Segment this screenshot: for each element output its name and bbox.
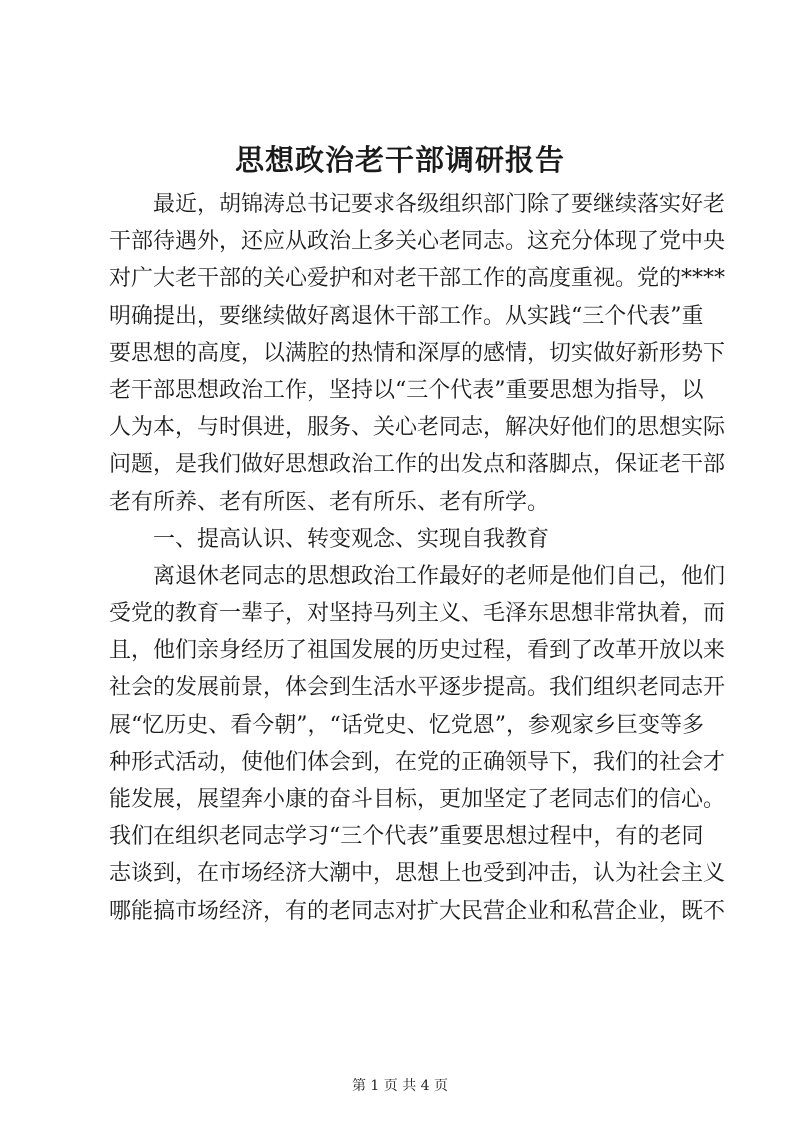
text-line: 干部待遇外，还应从政治上多关心老同志。这充分体现了党中央 bbox=[109, 229, 726, 255]
page-title: 思想政治老干部调研报告 bbox=[234, 143, 565, 177]
text-line: 展“忆历史、看今朝”，“话党史、忆党恩”，参观家乡巨变等多 bbox=[109, 712, 704, 738]
text-line: 能发展，展望奔小康的奋斗目标，更加坚定了老同志们的信心。 bbox=[109, 787, 726, 812]
text-line: 对广大老干部的关心爱护和对老干部工作的高度重视。党的**** bbox=[109, 266, 726, 292]
text-line: 离退休老同志的思想政治工作最好的老师是他们自己，他们 bbox=[153, 563, 726, 589]
text-line: 人为本，与时俱进，服务、关心老同志，解决好他们的思想实际 bbox=[109, 415, 726, 441]
text-line: 受党的教育一辈子，对坚持马列主义、毛泽东思想非常执着，而 bbox=[109, 601, 726, 627]
text-line: 我们在组织老同志学习“三个代表”重要思想过程中，有的老同 bbox=[109, 824, 704, 850]
text-line: 最近，胡锦涛总书记要求各级组织部门除了要继续落实好老 bbox=[153, 192, 726, 217]
text-line: 老有所养、老有所医、老有所乐、老有所学。 bbox=[109, 489, 550, 515]
text-line: 问题，是我们做好思想政治工作的出发点和落脚点，保证老干部 bbox=[109, 452, 726, 478]
text-line: 种形式活动，使他们体会到，在党的正确领导下，我们的社会才 bbox=[109, 749, 726, 775]
text-line: 且，他们亲身经历了祖国发展的历史过程，看到了改革开放以来 bbox=[109, 638, 726, 664]
document-body bbox=[109, 186, 726, 930]
text-line: 社会的发展前景，体会到生活水平逐步提高。我们组织老同志开 bbox=[109, 675, 726, 701]
section-heading: 一、提高认识、转变观念、实现自我教育 bbox=[153, 526, 550, 552]
text-line: 老干部思想政治工作，坚持以“三个代表”重要思想为指导，以 bbox=[109, 377, 704, 403]
page-number: 第 1 页 共 4 页 bbox=[351, 1078, 449, 1094]
text-line: 志谈到，在市场经济大潮中，思想上也受到冲击，认为社会主义 bbox=[109, 861, 726, 887]
text-line: 明确提出，要继续做好离退休干部工作。从实践“三个代表”重 bbox=[109, 303, 704, 329]
text-line: 要思想的高度，以满腔的热情和深厚的感情，切实做好新形势下 bbox=[109, 340, 726, 366]
text-line: 哪能搞市场经济，有的老同志对扩大民营企业和私营企业，既不 bbox=[109, 898, 726, 924]
